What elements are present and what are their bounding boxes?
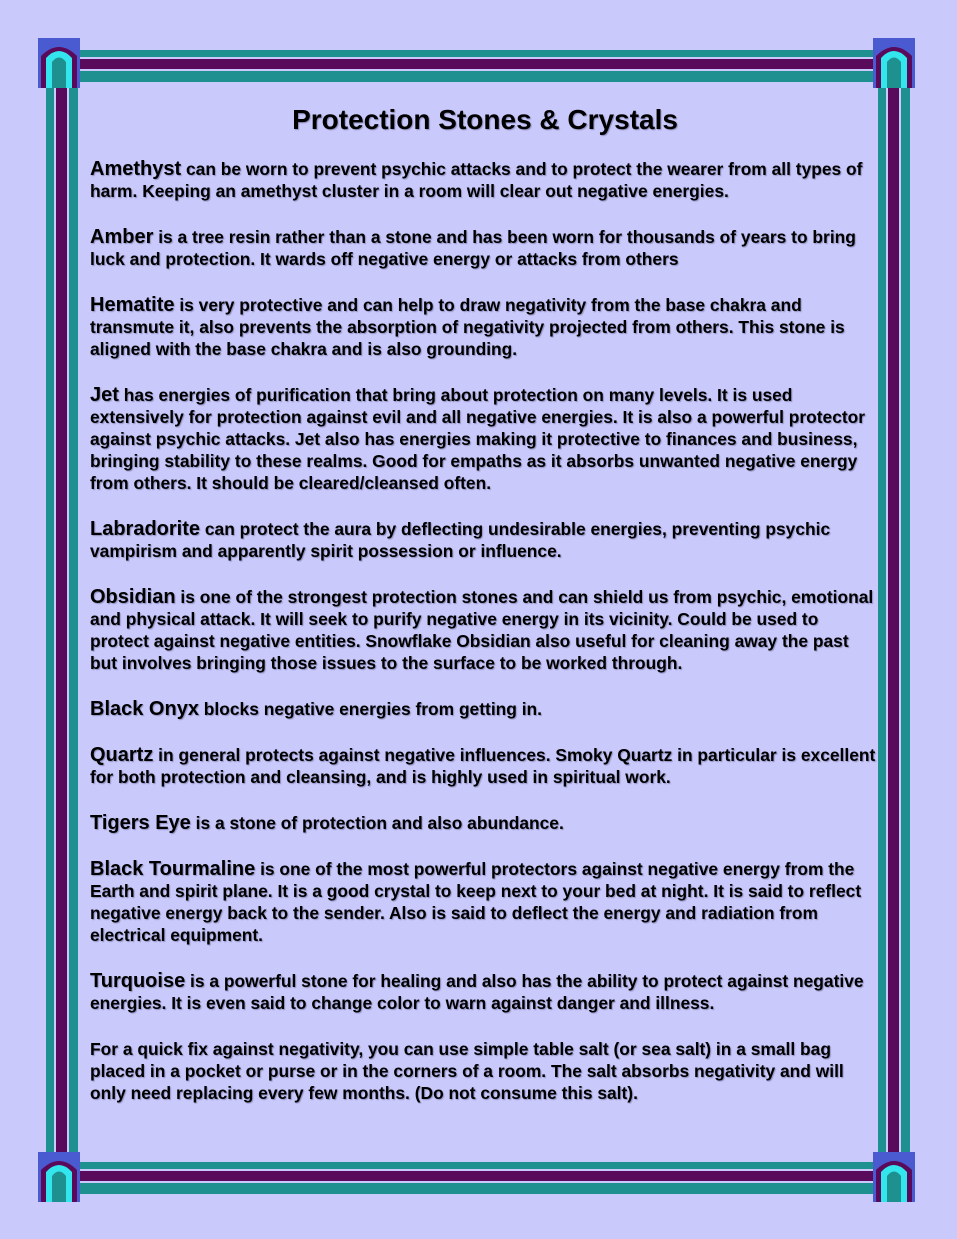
stone-name: Obsidian <box>90 586 176 608</box>
frame-bottom-border <box>56 1162 901 1194</box>
stone-description: can protect the aura by deflecting undesirable energies, preventing psychic vampirism and apparently spirit possession or influence. <box>90 519 831 561</box>
stone-name: Amethyst <box>90 158 182 180</box>
stone-description: is one of the most powerful protectors against negative energy from the Earth and spirit plane. It is a good crystal to keep next to your bed at night. It is said to reflect negative energy back to the sender. Also is said to deflect the energy and radiation from electrical equipment. <box>90 859 862 945</box>
stone-entry-amethyst <box>90 158 880 202</box>
frame-top-border <box>56 50 901 82</box>
stone-name: Turquoise <box>90 970 186 992</box>
stone-entry-jet <box>90 384 880 494</box>
stone-description: can be worn to prevent psychic attacks and to protect the wearer from all types of harm. Keeping an amethyst cluster in a room will clear out negative energies. <box>90 159 863 201</box>
stone-entry-hematite <box>90 294 880 360</box>
page-title: Protection Stones & Crystals <box>292 104 678 135</box>
frame-right-border <box>878 56 910 1184</box>
stone-entry-black-tourmaline <box>90 858 880 946</box>
corner-ornament-bottom-left <box>38 1152 80 1202</box>
stone-entry-turquoise <box>90 970 880 1014</box>
stone-name: Jet <box>90 384 119 406</box>
stone-name: Labradorite <box>90 518 201 540</box>
stone-name: Amber <box>90 226 154 248</box>
closing-note: For a quick fix against negativity, you can use simple table salt (or sea salt) in a small bag placed in a pocket or purse or in the corners of a room. The salt absorbs negativity and will only need replacing every few months. (Do not consume this salt). <box>90 1039 844 1103</box>
stone-description: is a stone of protection and also abundance. <box>190 813 564 833</box>
stone-name: Hematite <box>90 294 175 316</box>
stone-name: Black Tourmaline <box>90 858 256 880</box>
stone-name: Black Onyx <box>90 698 199 720</box>
corner-ornament-top-left <box>38 38 80 88</box>
stone-entry-obsidian <box>90 586 880 674</box>
corner-ornament-top-right <box>873 38 915 88</box>
frame-left-border <box>46 56 78 1184</box>
corner-ornament-bottom-right <box>873 1152 915 1202</box>
stone-description: has energies of purification that bring about protection on many levels. It is used extensively for protection against evil and all negative energies. It is also a powerful protector against psychic attacks. Jet also has energies making it protective to finances and business, bringing stability to these realms. Good for empaths as it absorbs unwanted negative energy from others. It should be cleared/cleansed often. <box>90 385 866 493</box>
stone-description: is very protective and can help to draw negativity from the base chakra and transmute it, also prevents the absorption of negativity projected from others. This stone is aligned with the base chakra and is also grounding. <box>90 295 845 359</box>
stone-entry-amber <box>90 226 880 270</box>
stone-description: is a powerful stone for healing and also has the ability to protect against negative energies. It is even said to change color to warn against danger and illness. <box>90 971 864 1013</box>
stone-name: Quartz <box>90 744 154 766</box>
stone-entry-black-onyx <box>90 698 880 720</box>
stone-entry-tigers-eye <box>90 812 880 834</box>
stone-description: in general protects against negative influences. Smoky Quartz in particular is excellent for both protection and cleansing, and is highly used in spiritual work. <box>90 745 876 787</box>
stone-entry-labradorite <box>90 518 880 562</box>
stone-name: Tigers Eye <box>90 812 191 834</box>
stone-description: blocks negative energies from getting in. <box>198 699 543 719</box>
stone-description: is one of the strongest protection stones and can shield us from psychic, emotional and physical attack. It will seek to purify negative energy in its vicinity. Could be used to protect against negative entities. Snowflake Obsidian also useful for cleaning away the past but involves bringing those issues to the surface to be worked through. <box>90 587 874 673</box>
stone-description: is a tree resin rather than a stone and has been worn for thousands of years to bring luck and protection. It wards off negative energy or attacks from others <box>90 227 856 269</box>
stone-entry-quartz <box>90 744 880 788</box>
document-body <box>90 100 880 1128</box>
